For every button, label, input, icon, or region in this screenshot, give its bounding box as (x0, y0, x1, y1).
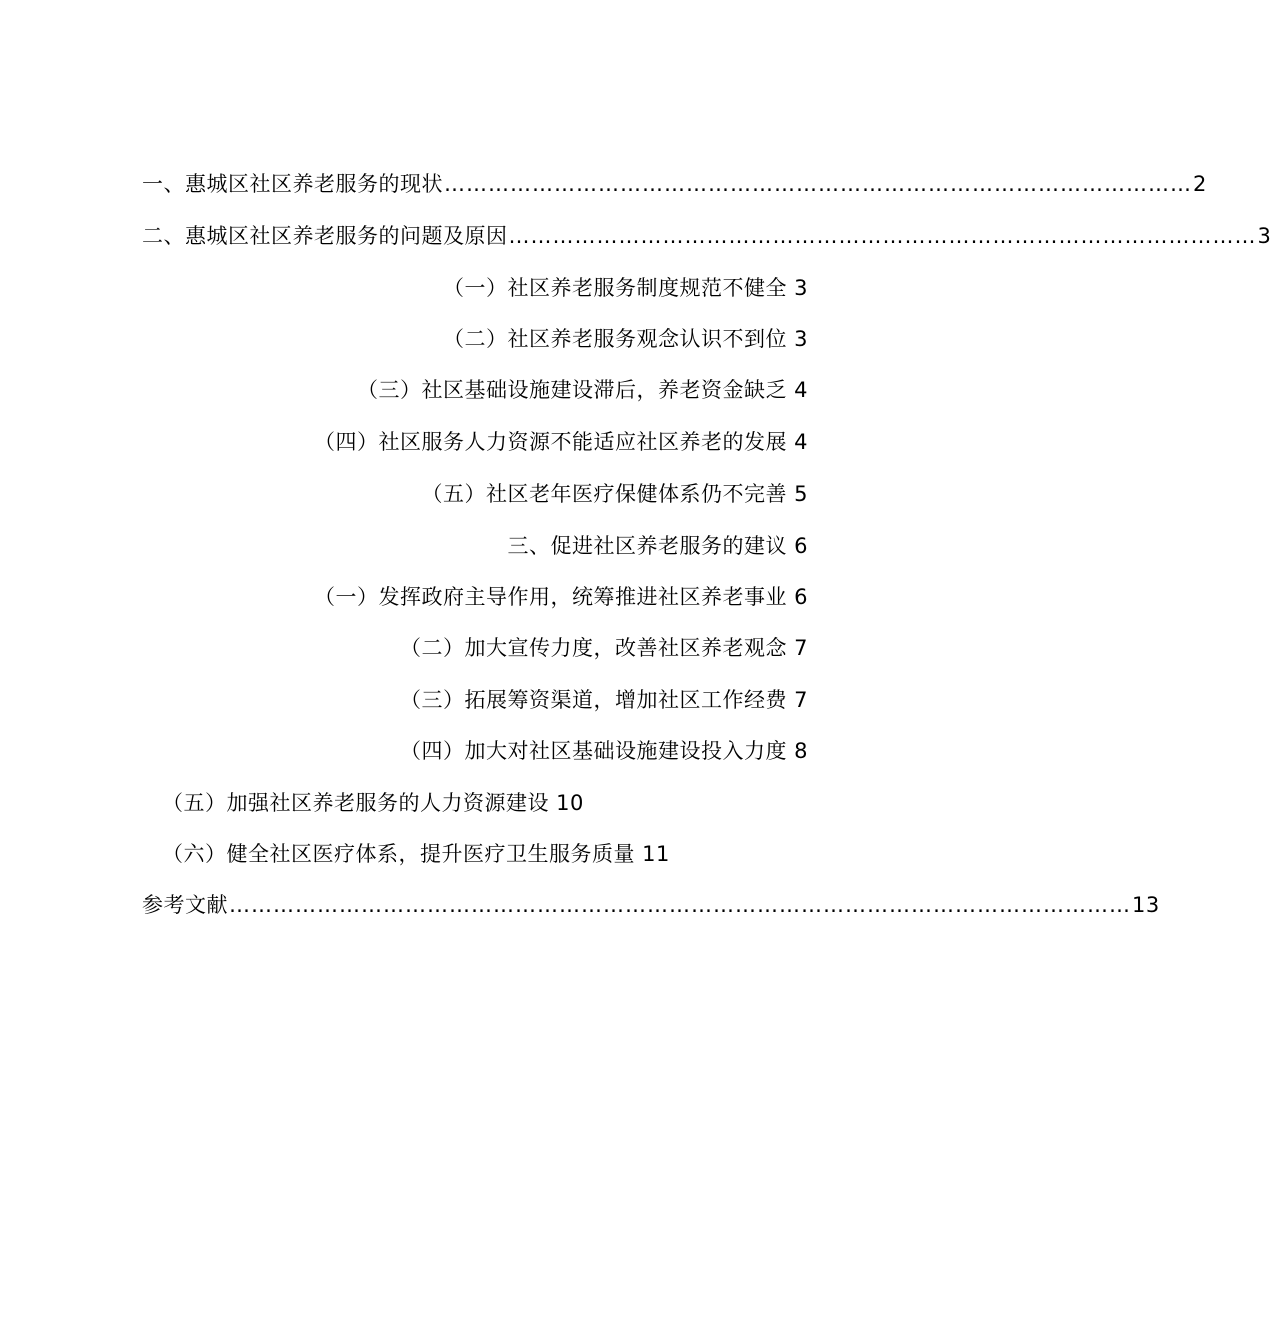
toc-entry-7[interactable]: （五）社区老年医疗保健体系仍不完善 5 (421, 482, 808, 506)
toc-entry-5[interactable]: （三）社区基础设施建设滞后，养老资金缺乏 4 (356, 378, 808, 402)
toc-entry-9[interactable]: （一）发挥政府主导作用，统筹推进社区养老事业 6 (313, 585, 808, 609)
toc-entry-10[interactable]: （二）加大宣传力度，改善社区养老观念 7 (399, 636, 808, 660)
toc-entry-title: 一、惠城区社区养老服务的现状 (142, 172, 443, 196)
toc-entry-2[interactable] (142, 222, 1271, 250)
toc-entry-page: 13 (1132, 893, 1160, 917)
toc-leader-dots: …………………………………………………………………………………………………………… (229, 893, 1131, 917)
toc-entry-13[interactable]: （五）加强社区养老服务的人力资源建设 10 (162, 791, 584, 815)
toc-leader-dots: ………………………………………………………………………………………… (508, 224, 1257, 248)
toc-entry-8[interactable]: 三、促进社区养老服务的建议 6 (507, 534, 808, 558)
toc-entry-4[interactable]: （二）社区养老服务观念认识不到位 3 (442, 327, 808, 351)
toc-entry-page: 3 (1257, 224, 1271, 248)
toc-entry-15[interactable] (142, 891, 1160, 919)
toc-entry-12[interactable]: （四）加大对社区基础设施建设投入力度 8 (399, 739, 808, 763)
toc-entry-1[interactable] (142, 170, 1207, 198)
toc-leader-dots: ………………………………………………………………………………………… (444, 172, 1192, 196)
toc-entry-3[interactable]: （一）社区养老服务制度规范不健全 3 (442, 276, 808, 300)
toc-entry-page: 2 (1193, 172, 1207, 196)
toc-entry-6[interactable]: （四）社区服务人力资源不能适应社区养老的发展 4 (313, 430, 808, 454)
toc-entry-title: 二、惠城区社区养老服务的问题及原因 (142, 224, 508, 248)
toc-entry-title: 参考文献 (142, 893, 228, 917)
toc-entry-11[interactable]: （三）拓展筹资渠道，增加社区工作经费 7 (399, 688, 808, 712)
toc-entry-14[interactable]: （六）健全社区医疗体系，提升医疗卫生服务质量 11 (162, 842, 670, 866)
